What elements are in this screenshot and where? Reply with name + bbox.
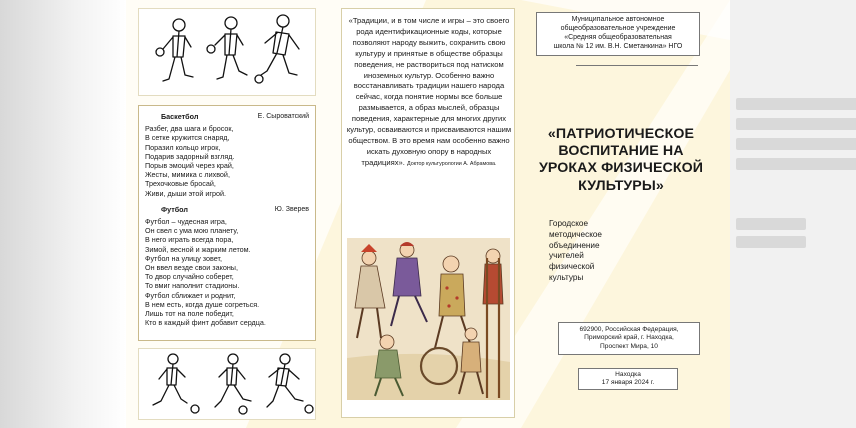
assoc-line: Городское — [549, 219, 589, 228]
assoc-line: культуры — [549, 272, 584, 282]
football-player-1 — [153, 354, 199, 413]
poem-line: Он ввел везде свои законы, — [145, 263, 238, 273]
poem-line: Разбег, два шага и бросок, — [145, 124, 234, 134]
poem-header-basketball — [145, 112, 309, 121]
assoc-line: объединение — [549, 240, 600, 250]
poem-line: Он свел с ума мою планету, — [145, 226, 239, 236]
title-line: «ПАТРИОТИЧЕСКОЕ — [547, 126, 695, 142]
poem-line: Зимой, весной и жарким летом. — [145, 244, 251, 254]
basketball-player-2 — [207, 17, 247, 79]
poem-line: Жесты, мимика с лихвой, — [145, 170, 230, 180]
title-line: ВОСПИТАНИЕ НА — [558, 143, 684, 160]
address-line: Приморский край, г. Находка, — [584, 334, 674, 342]
poem-football-lines — [145, 217, 309, 327]
folk-games-illustration — [347, 238, 510, 400]
assoc-line: методическое — [549, 229, 602, 239]
poem-line: Лишь тот на поле победит, — [145, 309, 234, 319]
basketball-player-3 — [255, 15, 299, 83]
poem-line: Футбол на улицу зовет, — [145, 253, 223, 263]
quote-body: «Традиции, и в том числе и игры – это своего рода идентификационные коды, которые позволяют народу выжить, сохранить свою культуру и принятые в обществе образцы поведения, не раствориться под натиском иноземных культур. Особенно важно восстанавливать традиции нашего народа сейчас, когда понятие нормы все больше размывается, а образ мыслей, образцы поведения, характерные для многих других культур, осваиваются и присваиваются нашим обществом. В это время нам особенно важно искать духовную опору в народных традициях». — [346, 16, 512, 167]
place-line: Находка — [615, 371, 641, 378]
poems-box — [138, 105, 316, 341]
brochure-title — [536, 126, 706, 195]
school-line: школа № 12 им. В.Н. Сметанкина» НГО — [553, 42, 683, 50]
background-blur-right — [730, 0, 856, 428]
quote-panel — [341, 8, 515, 418]
poem-line: Поразил кольцо игрок, — [145, 142, 221, 152]
poem-line: Порыв эмоций через край, — [145, 161, 234, 171]
basketball-player-1 — [156, 19, 193, 81]
basketball-illustration — [138, 8, 316, 96]
poem-basketball-lines — [145, 124, 309, 198]
poem-line: В сетке кружится снаряд, — [145, 133, 230, 143]
school-line: «Средняя общеобразовательная — [564, 33, 672, 41]
school-line: Муниципальное автономное — [571, 16, 665, 23]
methodical-association — [549, 219, 659, 284]
quote-source: Доктор культурологии А. Абрамова. — [406, 160, 497, 167]
brochure — [126, 0, 730, 428]
poem-title: Футбол — [161, 204, 188, 214]
background-blur-left — [0, 0, 126, 428]
poem-line: Подарив задорный взгляд. — [145, 151, 235, 161]
football-player-2 — [215, 354, 251, 414]
football-player-3 — [267, 354, 313, 413]
poem-line: В нем есть, когда душе согреться. — [145, 299, 260, 309]
poem-line: Футбол сближает и роднит, — [145, 290, 236, 300]
quote-text — [346, 16, 512, 170]
poem-line: Трехочковые бросай, — [145, 179, 216, 189]
date-line: 17 января 2024 г. — [601, 379, 655, 387]
poem-header-football — [145, 205, 309, 214]
poem-line: То вмиг наполнит стадионы. — [145, 281, 240, 291]
place-date-box — [578, 368, 678, 390]
poem-line: То двор случайно соберет, — [145, 272, 234, 282]
assoc-line: физической — [549, 262, 595, 272]
football-illustration — [138, 348, 316, 420]
address-line: Проспект Мира, 10 — [600, 342, 658, 350]
poem-author: Е. Сыроватский — [257, 113, 309, 120]
poem-line: Кто в каждый финт добавит сердца. — [145, 318, 266, 328]
address-line: 692900, Российская Федерация, — [579, 326, 679, 333]
poem-line: Живи, дыши этой игрой. — [145, 188, 226, 198]
title-line: КУЛЬТУРЫ» — [578, 177, 664, 194]
poem-title: Баскетбол — [161, 112, 199, 121]
title-line: УРОКАХ ФИЗИЧЕСКОЙ — [538, 160, 704, 177]
poem-author: Ю. Зверев — [274, 205, 309, 213]
school-line: общеобразовательное учреждение — [560, 24, 676, 32]
school-name-box — [536, 12, 700, 56]
assoc-line: учителей — [549, 251, 584, 261]
poem-line: В него играть всегда пора, — [145, 235, 234, 245]
poem-line: Футбол – чудесная игра, — [145, 217, 227, 227]
address-box — [558, 322, 700, 355]
divider — [576, 65, 698, 66]
